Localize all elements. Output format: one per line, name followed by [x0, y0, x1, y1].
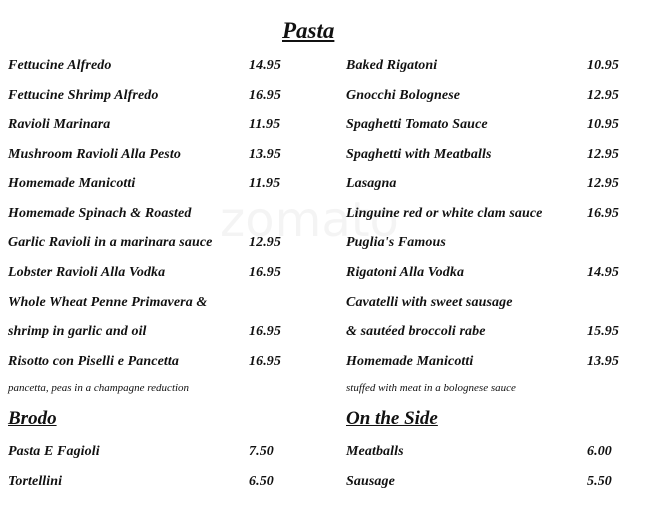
page-title: Pasta	[282, 18, 335, 43]
item-name: Homemade Manicotti	[346, 354, 474, 369]
item-name: Homemade Spinach & Roasted	[8, 206, 192, 221]
item-price: 13.95	[249, 147, 281, 162]
item-price: 12.95	[587, 176, 619, 191]
section-heading-brodo: Brodo	[8, 408, 57, 429]
item-name: Puglia's Famous	[346, 235, 446, 250]
item-name: Linguine red or white clam sauce	[346, 206, 543, 221]
item-price: 13.95	[587, 354, 619, 369]
item-price: 14.95	[249, 58, 281, 73]
item-price: 16.95	[249, 265, 281, 280]
item-price: 6.00	[587, 444, 612, 459]
item-name: Fettucine Shrimp Alfredo	[8, 88, 159, 103]
item-name: Rigatoni Alla Vodka	[346, 265, 465, 280]
item-price: 11.95	[249, 176, 281, 191]
item-name: & sautéed broccoli rabe	[346, 324, 486, 339]
item-price: 10.95	[587, 117, 619, 132]
item-name: Ravioli Marinara	[8, 117, 111, 132]
item-name: Tortellini	[8, 474, 63, 489]
item-name: Mushroom Ravioli Alla Pesto	[8, 147, 181, 162]
item-price: 16.95	[249, 324, 281, 339]
item-description: pancetta, peas in a champagne reduction	[8, 382, 190, 394]
item-price: 15.95	[587, 324, 619, 339]
item-name: Lobster Ravioli Alla Vodka	[8, 265, 166, 280]
item-price: 16.95	[249, 354, 281, 369]
item-name: Spaghetti Tomato Sauce	[346, 117, 488, 132]
item-price: 7.50	[249, 444, 274, 459]
item-price: 6.50	[249, 474, 274, 489]
item-name: Homemade Manicotti	[8, 176, 136, 191]
item-name: Sausage	[346, 474, 395, 489]
item-name: Pasta E Fagioli	[8, 444, 100, 459]
item-name: Spaghetti with Meatballs	[346, 147, 492, 162]
item-name: Lasagna	[346, 176, 397, 191]
item-name: shrimp in garlic and oil	[8, 324, 147, 339]
item-price: 10.95	[587, 58, 619, 73]
item-name: Whole Wheat Penne Primavera &	[8, 295, 208, 310]
item-price: 12.95	[587, 88, 619, 103]
item-price: 11.95	[249, 117, 281, 132]
item-name: Risotto con Piselli e Pancetta	[8, 354, 179, 369]
item-name: Garlic Ravioli in a marinara sauce	[8, 235, 213, 250]
item-price: 12.95	[587, 147, 619, 162]
item-name: Cavatelli with sweet sausage	[346, 295, 513, 310]
item-name: Gnocchi Bolognese	[346, 88, 461, 103]
item-price: 16.95	[587, 206, 619, 221]
item-price: 16.95	[249, 88, 281, 103]
item-price: 14.95	[587, 265, 619, 280]
item-price: 5.50	[587, 474, 612, 489]
item-price: 12.95	[249, 235, 281, 250]
item-name: Meatballs	[346, 444, 404, 459]
item-name: Baked Rigatoni	[346, 58, 438, 73]
section-heading-on-the-side: On the Side	[346, 408, 438, 429]
item-description: stuffed with meat in a bolognese sauce	[346, 382, 516, 394]
item-name: Fettucine Alfredo	[8, 58, 112, 73]
